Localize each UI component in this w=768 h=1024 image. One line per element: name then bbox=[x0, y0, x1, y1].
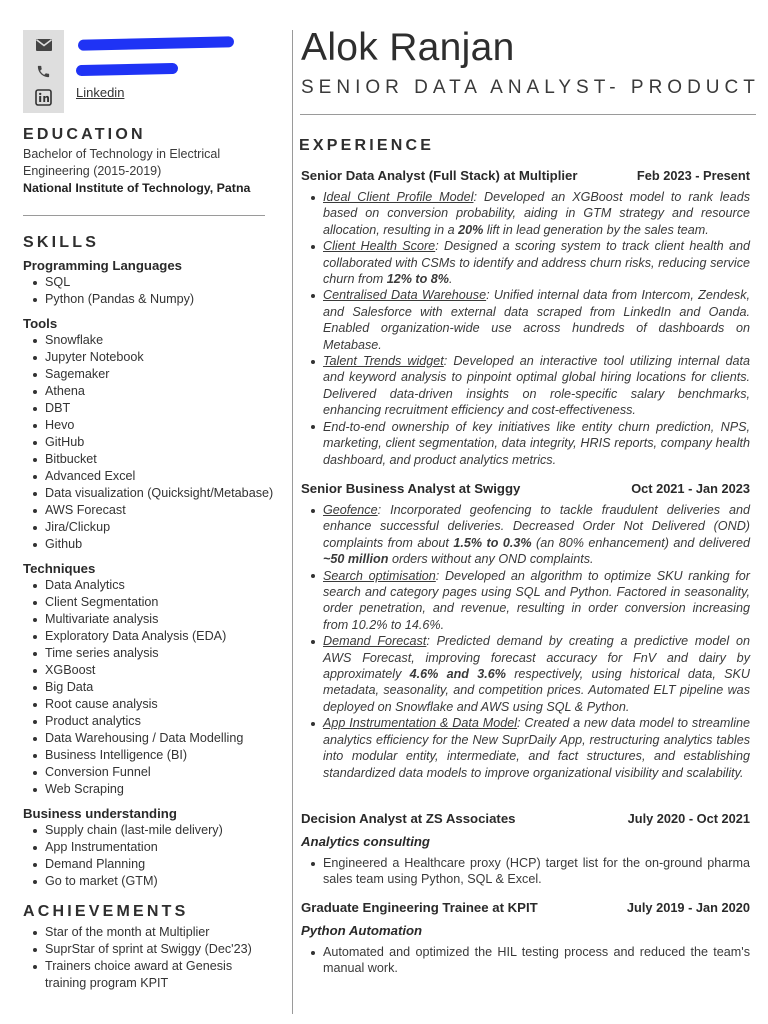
header-divider bbox=[300, 114, 756, 115]
skill-item: XGBoost bbox=[23, 662, 293, 679]
bullet-text: orders without any OND complaints. bbox=[388, 552, 594, 567]
skill-item: Python (Pandas & Numpy) bbox=[23, 291, 293, 308]
skill-item: Sagemaker bbox=[23, 366, 293, 383]
bullet-text: : Incorporated geofencing to tackle fraudulent deliveries and enhance successful deliveries. Decreased Order Not Delivered (OND) complaints from about bbox=[323, 503, 750, 550]
candidate-role: SENIOR DATA ANALYST- PRODUCT bbox=[301, 77, 760, 98]
job-header bbox=[301, 168, 750, 185]
skill-item: GitHub bbox=[23, 434, 293, 451]
redacted-email bbox=[78, 36, 234, 51]
bullet-text: : Unified internal data from Intercom, Zendesk, and Salesforce with external data scraped from LinkedIn and Oanda. Enabled organization-wide use across hundreds of dashboards on Metabase. bbox=[323, 288, 750, 352]
job-dates: July 2020 - Oct 2021 bbox=[627, 811, 750, 826]
column-divider bbox=[292, 30, 293, 1014]
job-header bbox=[301, 811, 750, 828]
bullet-text: : Predicted demand by creating a predictive model on AWS Forecast, improving forecast accuracy for FnV and dairy by approximately bbox=[323, 634, 750, 682]
education-heading: EDUCATION bbox=[23, 126, 146, 143]
candidate-name: Alok Ranjan bbox=[301, 26, 515, 69]
bullet-text: lift in lead generation by the sales team. bbox=[483, 222, 709, 237]
bullet-keyword: Ideal Client Profile Model bbox=[323, 190, 474, 204]
job-entry bbox=[301, 168, 750, 468]
job-entry bbox=[301, 481, 750, 781]
spacer bbox=[23, 553, 293, 560]
job-bullet: Automated and optimized the HIL testing process and reduced the team's manual work. bbox=[301, 944, 750, 977]
left-divider bbox=[23, 215, 265, 216]
skill-item: Business Intelligence (BI) bbox=[23, 747, 293, 764]
skill-item: Go to market (GTM) bbox=[23, 873, 293, 890]
job-header bbox=[301, 481, 750, 498]
job-dates: Feb 2023 - Present bbox=[636, 168, 750, 183]
bullet-keyword: Search optimisation bbox=[323, 568, 436, 583]
skills-list bbox=[23, 257, 293, 890]
skill-item: DBT bbox=[23, 400, 293, 417]
skill-item: Supply chain (last-mile delivery) bbox=[23, 822, 293, 839]
skills-heading: SKILLS bbox=[23, 234, 100, 251]
skill-item: Data visualization (Quicksight/Metabase) bbox=[23, 485, 293, 502]
bullet-highlight: 4.6% and 3.6% bbox=[409, 667, 506, 682]
job-bullet bbox=[301, 502, 750, 568]
job-bullet bbox=[301, 633, 750, 715]
job-title: Graduate Engineering Trainee at KPIT bbox=[301, 900, 538, 915]
bullet-text: : Designed a scoring system to track client health and collaborated with CSMs to identify and address churn risks, reducing service churn from bbox=[323, 239, 750, 287]
job-bullet bbox=[301, 189, 750, 238]
bullet-keyword: Demand Forecast bbox=[323, 634, 427, 649]
skill-item: Jira/Clickup bbox=[23, 519, 293, 536]
achievement-item: Star of the month at Multiplier bbox=[23, 924, 273, 941]
skill-item: SQL bbox=[23, 274, 293, 291]
job-bullet: Engineered a Healthcare proxy (HCP) target list for the on-ground pharma sales team using Python, SQL & Excel. bbox=[301, 855, 750, 888]
job-title: Senior Data Analyst (Full Stack) at Multiplier bbox=[301, 168, 578, 183]
spacer bbox=[23, 798, 293, 805]
bullet-text: respectively, using historical data, SKU metadata, seasonality, and competition prices. Automated ELT pipeline was deployed on Snowflake and AWS using SQL & Python. bbox=[323, 667, 750, 714]
skill-item: Conversion Funnel bbox=[23, 764, 293, 781]
achievements-list bbox=[23, 924, 273, 992]
spacer bbox=[23, 308, 293, 315]
job-bullets bbox=[301, 855, 750, 888]
contact-details bbox=[76, 30, 276, 113]
job-bullet bbox=[301, 287, 750, 353]
bullet-text: : Developed an interactive tool utilizing internal data and keyword analysis to pinpoint optimal global hiring locations for clients. Delivered data-driven insights on role-specific salary benchmarks, enhancing recruitment efficiency and cost-effectiveness. bbox=[323, 354, 751, 418]
skills-group-list bbox=[23, 577, 293, 798]
job-bullet bbox=[301, 419, 750, 468]
job-dates: Oct 2021 - Jan 2023 bbox=[631, 481, 750, 496]
skill-item: Client Segmentation bbox=[23, 594, 293, 611]
bullet-text: End-to-end ownership of key initiatives like entity churn prediction, NPS, marketing, client segmentation, data integrity, HRIS reports, company health dashboard, and product analytics metrics. bbox=[323, 419, 750, 467]
bullet-keyword: App Instrumentation & Data Model bbox=[323, 716, 518, 731]
linkedin-link[interactable]: Linkedin bbox=[76, 85, 125, 100]
bullet-text: : Created a new data model to streamline analytics efficiency for the New SuprDaily App, restructuring analytics tables into modular entity, intermediate, and fact structures, and establishing standardized data models to improve organizational visibility and scalability. bbox=[323, 716, 750, 780]
skill-item: Exploratory Data Analysis (EDA) bbox=[23, 628, 293, 645]
mail-icon bbox=[23, 32, 64, 58]
skills-group-heading: Techniques bbox=[23, 561, 96, 576]
education-school: National Institute of Technology, Patna bbox=[23, 181, 251, 195]
job-bullets bbox=[301, 944, 750, 977]
job-entry bbox=[301, 900, 750, 977]
achievements-heading: ACHIEVEMENTS bbox=[23, 903, 189, 920]
skills-group-heading: Programming Languages bbox=[23, 258, 183, 273]
education-degree: Bachelor of Technology in Electrical Engineering (2015-2019) bbox=[23, 147, 221, 178]
skill-item: Product analytics bbox=[23, 713, 293, 730]
job-title: Senior Business Analyst at Swiggy bbox=[301, 481, 521, 496]
job-subtitle: Analytics consulting bbox=[301, 834, 430, 849]
skill-item: Time series analysis bbox=[23, 645, 293, 662]
job-bullet bbox=[301, 568, 750, 634]
bullet-keyword: Geofence bbox=[323, 503, 378, 517]
skill-item: Snowflake bbox=[23, 332, 293, 349]
skills-group-list bbox=[23, 332, 293, 553]
skill-item: Root cause analysis bbox=[23, 696, 293, 713]
experience-heading: EXPERIENCE bbox=[299, 137, 435, 154]
contact-icon-bar bbox=[23, 30, 64, 113]
redacted-phone bbox=[76, 63, 178, 76]
job-subtitle: Python Automation bbox=[301, 923, 423, 938]
bullet-highlight: 1.5% to 0.3% bbox=[453, 535, 532, 550]
bullet-highlight: 20% bbox=[458, 222, 484, 237]
achievement-item: Trainers choice award at Genesis training program KPIT bbox=[23, 958, 273, 992]
bullet-text: : Developed an algorithm to optimize SKU ranking for search and category pages using SQL and Python. Factored in seasonality, order penetration, and revenue, resulting in order conversion increasing from 10.2% to 14.6%. bbox=[323, 568, 750, 632]
job-bullet bbox=[301, 353, 750, 419]
job-bullet bbox=[301, 238, 750, 287]
skill-item: Jupyter Notebook bbox=[23, 349, 293, 366]
skill-item: App Instrumentation bbox=[23, 839, 293, 856]
skill-item: Web Scraping bbox=[23, 781, 293, 798]
skill-item: Demand Planning bbox=[23, 856, 293, 873]
bullet-text: (an 80% enhancement) and delivered bbox=[531, 535, 750, 550]
job-bullets bbox=[301, 502, 750, 781]
job-title: Decision Analyst at ZS Associates bbox=[301, 811, 516, 826]
job-entry bbox=[301, 811, 750, 888]
skills-group-heading: Tools bbox=[23, 316, 58, 331]
education-details bbox=[23, 146, 268, 197]
job-header bbox=[301, 900, 750, 917]
skill-item: Github bbox=[23, 536, 293, 553]
linkedin-icon bbox=[23, 84, 64, 110]
skill-item: Big Data bbox=[23, 679, 293, 696]
skill-item: Data Warehousing / Data Modelling bbox=[23, 730, 293, 747]
bullet-keyword: Client Health Score bbox=[323, 239, 436, 254]
bullet-text: : Developed an XGBoost model to rank leads based on conversion probability, aiding in GTM strategy and resource allocation, resulting in a bbox=[323, 190, 750, 237]
skills-group-list bbox=[23, 822, 293, 890]
skill-item: Data Analytics bbox=[23, 577, 293, 594]
job-bullet bbox=[301, 715, 750, 781]
skill-item: Hevo bbox=[23, 417, 293, 434]
bullet-highlight: 12% to 8% bbox=[386, 272, 449, 287]
skill-item: Athena bbox=[23, 383, 293, 400]
achievement-item: SuprStar of sprint at Swiggy (Dec'23) bbox=[23, 941, 273, 958]
skill-item: Multivariate analysis bbox=[23, 611, 293, 628]
skill-item: Bitbucket bbox=[23, 451, 293, 468]
bullet-text: . bbox=[449, 272, 453, 287]
skills-group-heading: Business understanding bbox=[23, 806, 177, 821]
skill-item: AWS Forecast bbox=[23, 502, 293, 519]
skills-group-list bbox=[23, 274, 293, 308]
bullet-keyword: Centralised Data Warehouse bbox=[323, 288, 487, 303]
job-bullets bbox=[301, 189, 750, 468]
bullet-keyword: Talent Trends widget bbox=[323, 354, 444, 369]
skill-item: Advanced Excel bbox=[23, 468, 293, 485]
job-dates: July 2019 - Jan 2020 bbox=[626, 900, 750, 915]
bullet-highlight: ~50 million bbox=[323, 552, 389, 567]
phone-icon bbox=[23, 58, 64, 84]
